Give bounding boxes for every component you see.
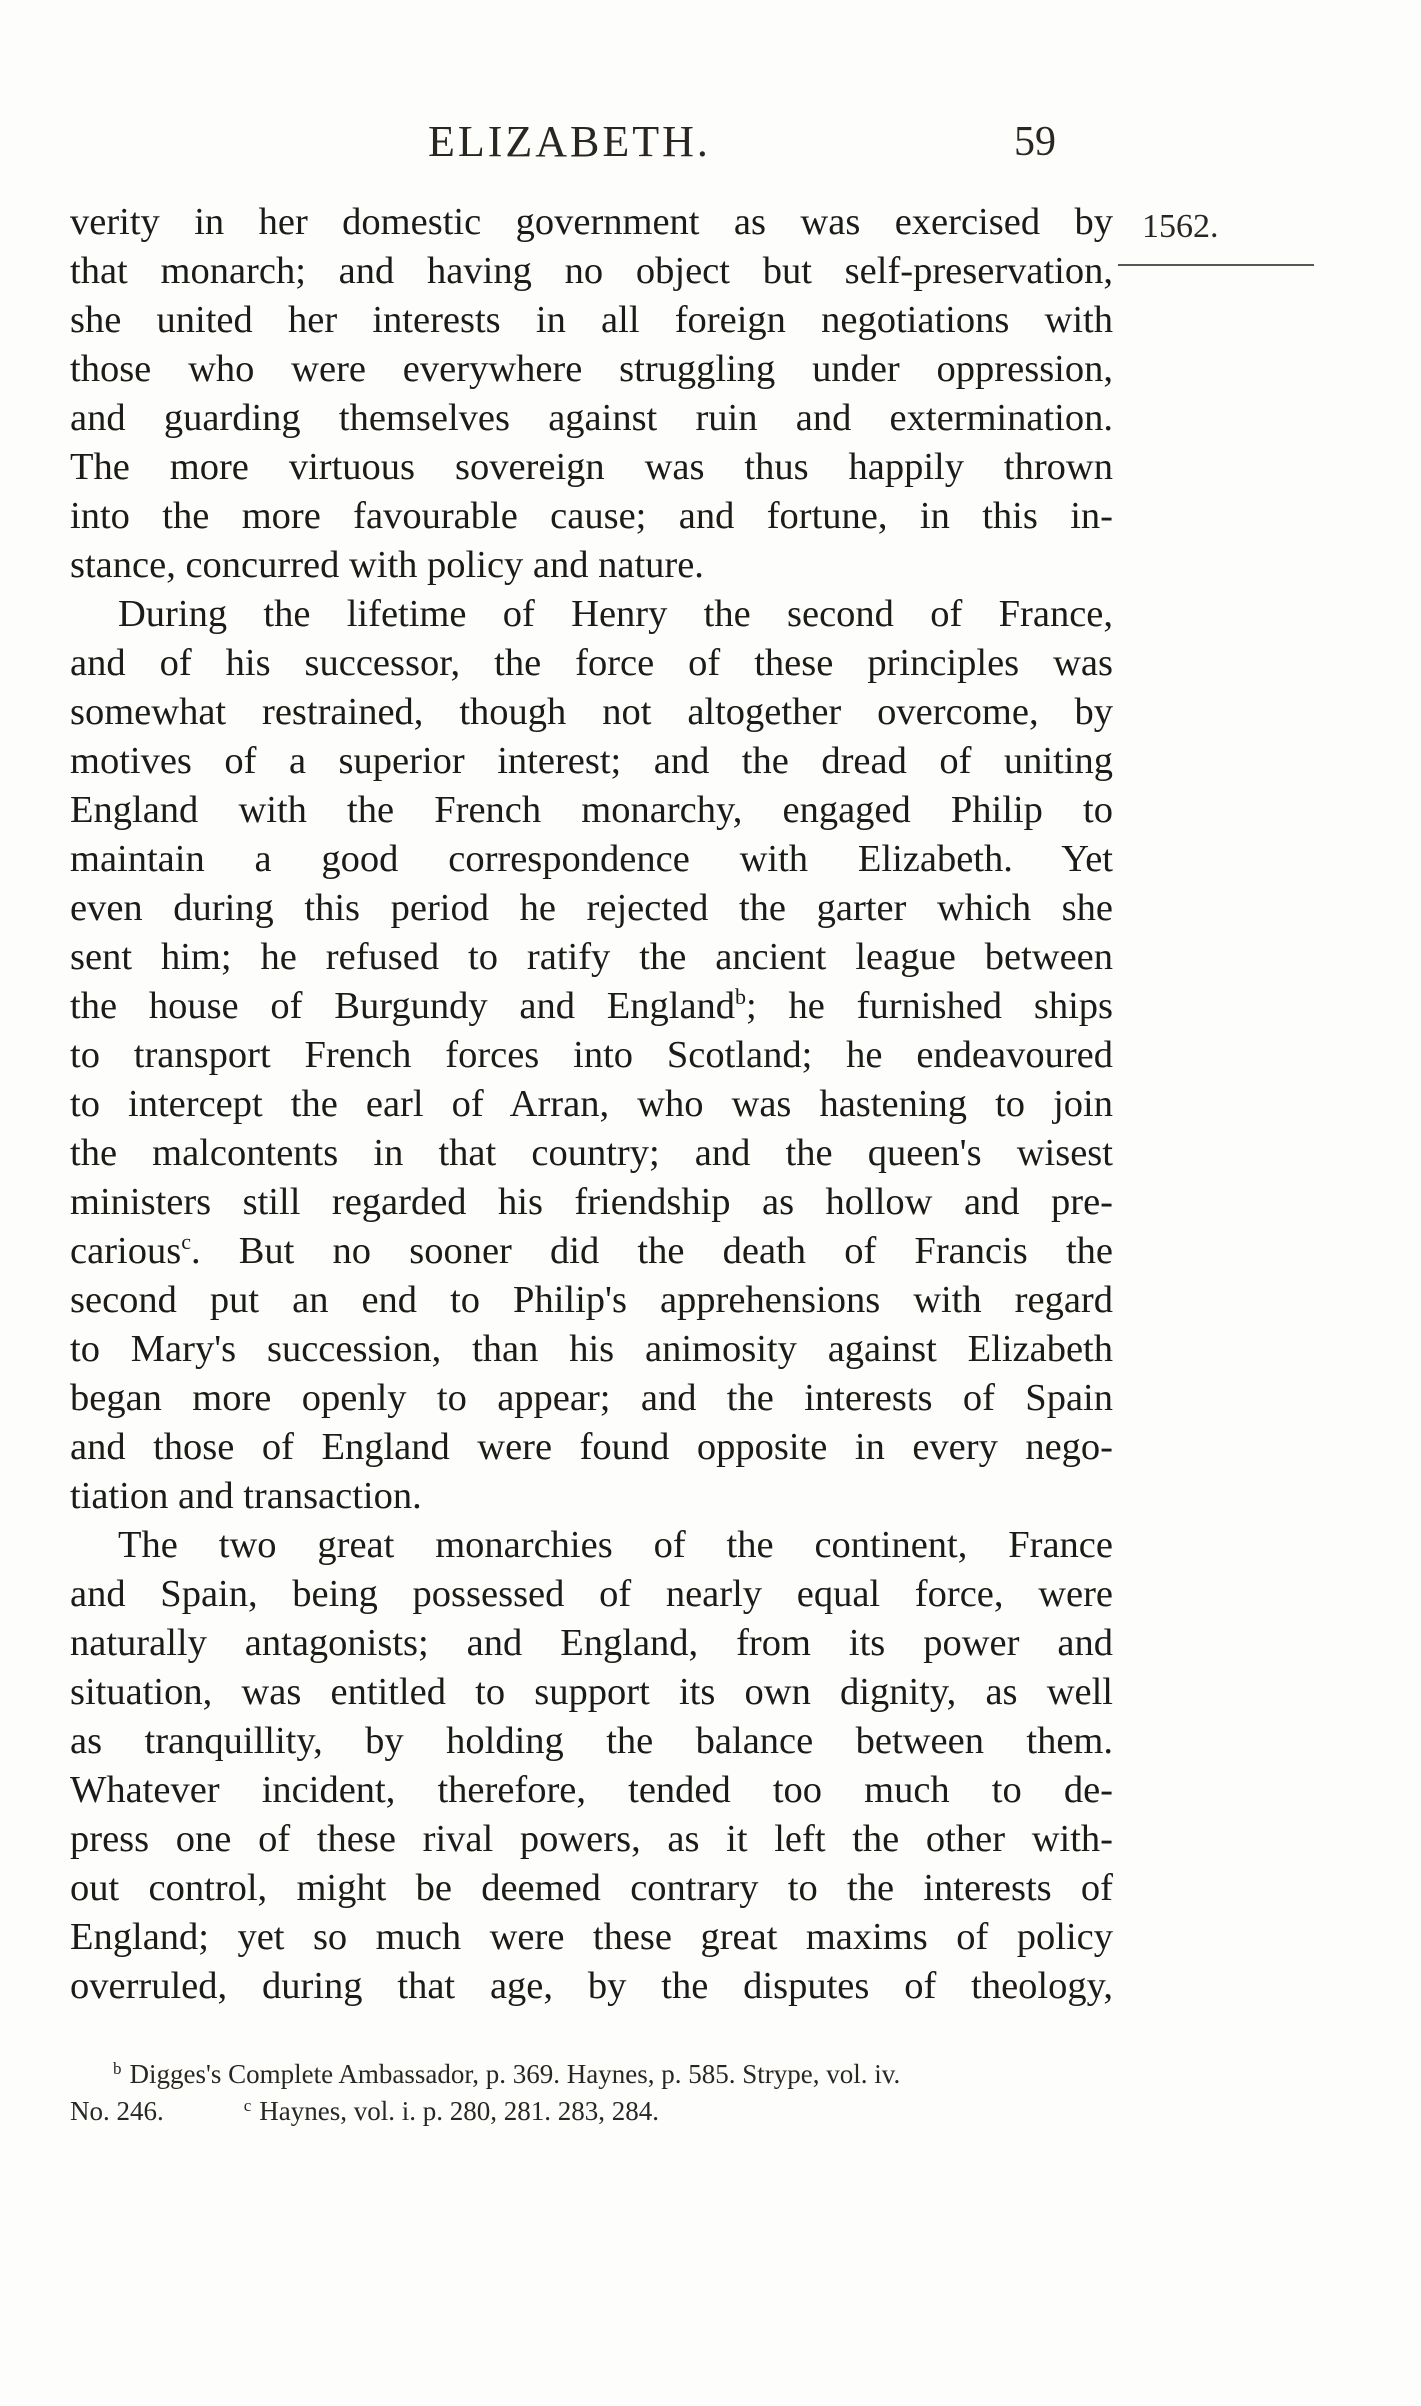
footnote-mark-b: b (113, 2059, 122, 2078)
text-line: Whatever incident, therefore, tended too much to de- (70, 1769, 1113, 1811)
text-line: and Spain, being possessed of nearly equal force, were (70, 1573, 1113, 1615)
running-title: ELIZABETH. (428, 117, 711, 166)
text-line: maintain a good correspondence with Elizabeth. Yet (70, 838, 1113, 880)
text-line: sent him; he refused to ratify the ancient league between (70, 936, 1113, 978)
text-line: motives of a superior interest; and the dread of uniting (70, 740, 1113, 782)
text-segment: . But no sooner did the death of Francis the (190, 1230, 1113, 1272)
text-line: to transport French forces into Scotland; he endeavoured (70, 1034, 1113, 1076)
text-segment: carious (70, 1230, 182, 1272)
text-line: and guarding themselves against ruin and extermination. (70, 397, 1113, 439)
text-line: she united her interests in all foreign negotiations with (70, 299, 1113, 341)
text-line: to Mary's succession, than his animosity against Elizabeth (70, 1328, 1113, 1370)
text-line: as tranquillity, by holding the balance between them. (70, 1720, 1113, 1762)
text-line: England; yet so much were these great maxims of policy (70, 1916, 1113, 1958)
text-line: into the more favourable cause; and fortune, in this in- (70, 495, 1113, 537)
footnote-continuation (70, 2093, 659, 2129)
text-line: During the lifetime of Henry the second of France, (118, 593, 1113, 635)
text-segment: ; he furnished ships (746, 985, 1114, 1027)
text-line: overruled, during that age, by the disputes of theology, (70, 1965, 1113, 2007)
text-line: stance, concurred with policy and nature. (70, 544, 704, 586)
margin-rule (1118, 264, 1314, 266)
footnote-ref-c: c (181, 1229, 191, 1254)
text-line: out control, might be deemed contrary to the interests of (70, 1867, 1113, 1909)
text-line: to intercept the earl of Arran, who was hastening to join (70, 1083, 1113, 1125)
text-line (70, 981, 1113, 1031)
text-line: tiation and transaction. (70, 1475, 422, 1517)
text-line: the malcontents in that country; and the queen's wisest (70, 1132, 1113, 1174)
text-line: somewhat restrained, though not altogether overcome, by (70, 691, 1113, 733)
footnote-mark-c: c (243, 2096, 252, 2115)
footnote-ref-b: b (735, 984, 747, 1009)
text-line: The more virtuous sovereign was thus happily thrown (70, 446, 1113, 488)
text-line: and of his successor, the force of these principles was (70, 642, 1113, 684)
text-line: that monarch; and having no object but self-preservation, (70, 250, 1113, 292)
footnote-text: No. 246. (70, 2096, 164, 2126)
text-line: began more openly to appear; and the interests of Spain (70, 1377, 1113, 1419)
margin-year: 1562. (1142, 208, 1219, 245)
text-line: England with the French monarchy, engaged Philip to (70, 789, 1113, 831)
text-line (70, 1226, 1113, 1276)
text-line: verity in her domestic government as was exercised by (70, 201, 1113, 243)
text-line: second put an end to Philip's apprehensions with regard (70, 1279, 1113, 1321)
text-line: those who were everywhere struggling under oppression, (70, 348, 1113, 390)
footnote-text: Haynes, vol. i. p. 280, 281. 283, 284. (259, 2096, 660, 2126)
footnote-b (113, 2056, 900, 2092)
footnote-text: Digges's Complete Ambassador, p. 369. Haynes, p. 585. Strype, vol. iv. (129, 2059, 901, 2089)
text-line: press one of these rival powers, as it left the other with- (70, 1818, 1113, 1860)
text-segment: the house of Burgundy and England (70, 985, 736, 1027)
page-number: 59 (1014, 119, 1056, 165)
text-line: and those of England were found opposite in every nego- (70, 1426, 1113, 1468)
text-line: naturally antagonists; and England, from its power and (70, 1622, 1113, 1664)
text-line: even during this period he rejected the garter which she (70, 887, 1113, 929)
text-line: The two great monarchies of the continent, France (118, 1524, 1113, 1566)
text-line: situation, was entitled to support its own dignity, as well (70, 1671, 1113, 1713)
text-line: ministers still regarded his friendship as hollow and pre- (70, 1181, 1113, 1223)
